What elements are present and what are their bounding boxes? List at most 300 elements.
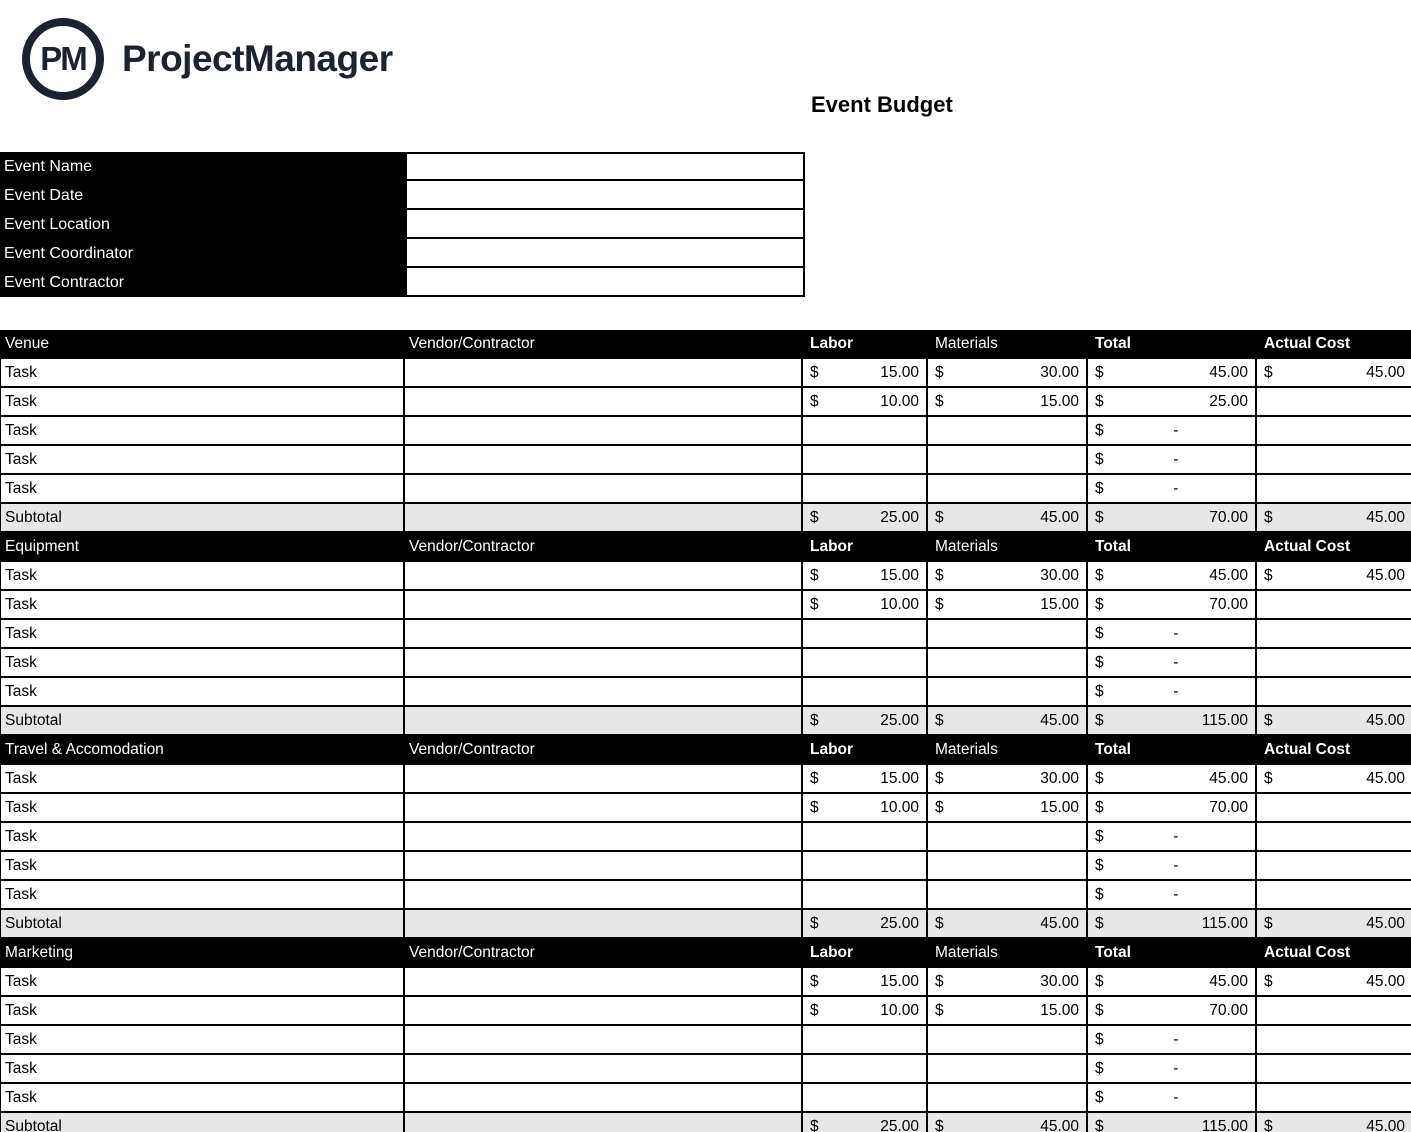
- amount-value: 45.00: [1366, 566, 1405, 584]
- vendor-cell[interactable]: [405, 620, 803, 647]
- task-name-cell[interactable]: Task: [1, 823, 405, 850]
- amount-value: -: [1173, 827, 1179, 845]
- labor-amount-cell[interactable]: [803, 1026, 928, 1053]
- task-row: [1, 1084, 1411, 1113]
- event-coordinator-input[interactable]: [405, 239, 805, 268]
- total-amount-cell[interactable]: [1088, 1026, 1257, 1053]
- labor-amount-cell[interactable]: [803, 620, 928, 647]
- currency-symbol: $: [1095, 1117, 1104, 1132]
- actual-cost-cell[interactable]: [1257, 620, 1411, 647]
- page-title: Event Budget: [811, 92, 953, 117]
- task-row: [1, 997, 1411, 1026]
- subtotal-labor-cell[interactable]: [803, 910, 928, 937]
- pm-logo-icon: [22, 18, 104, 100]
- task-name-cell[interactable]: Task: [1, 852, 405, 879]
- currency-symbol: $: [1095, 595, 1104, 613]
- total-amount-cell[interactable]: [1088, 649, 1257, 676]
- amount-value: 10.00: [880, 1001, 919, 1019]
- currency-symbol: $: [1264, 1117, 1273, 1132]
- actual-cost-column-header[interactable]: Actual Cost: [1264, 943, 1351, 961]
- amount-value: 15.00: [1040, 392, 1079, 410]
- amount-value: 15.00: [880, 972, 919, 990]
- labor-amount-cell[interactable]: [803, 475, 928, 502]
- amount-value: 45.00: [1366, 363, 1405, 381]
- amount-value: 25.00: [880, 914, 919, 932]
- actual-cost-cell[interactable]: [1257, 388, 1411, 415]
- subtotal-actual-cost-cell[interactable]: [1257, 504, 1411, 531]
- amount-value: -: [1173, 479, 1179, 497]
- actual-cost-cell[interactable]: [1257, 823, 1411, 850]
- total-amount-cell[interactable]: [1088, 620, 1257, 647]
- projectmanager-logo: [22, 18, 393, 100]
- actual-cost-cell[interactable]: [1257, 475, 1411, 502]
- labor-column-header[interactable]: Labor: [803, 939, 928, 966]
- currency-symbol: $: [1095, 479, 1104, 497]
- currency-symbol: $: [810, 363, 819, 381]
- vendor-cell[interactable]: [405, 591, 803, 618]
- total-amount-cell[interactable]: [1088, 852, 1257, 879]
- currency-symbol: $: [1264, 566, 1273, 584]
- currency-symbol: $: [1095, 914, 1104, 932]
- materials-amount-cell[interactable]: [928, 968, 1088, 995]
- labor-amount-cell[interactable]: [803, 823, 928, 850]
- amount-value: -: [1173, 1059, 1179, 1077]
- labor-amount-cell[interactable]: [803, 591, 928, 618]
- actual-cost-cell[interactable]: [1257, 765, 1411, 792]
- vendor-cell[interactable]: [405, 475, 803, 502]
- subtotal-materials-cell[interactable]: [928, 1113, 1088, 1132]
- currency-symbol: $: [1095, 1059, 1104, 1077]
- vendor-cell[interactable]: [405, 388, 803, 415]
- vendor-cell[interactable]: [405, 678, 803, 705]
- amount-value: 25.00: [880, 1117, 919, 1132]
- amount-value: 45.00: [1040, 1117, 1079, 1132]
- total-amount-cell[interactable]: [1088, 475, 1257, 502]
- total-amount-cell[interactable]: [1088, 388, 1257, 415]
- actual-cost-cell[interactable]: [1257, 968, 1411, 995]
- subtotal-actual-cost-cell[interactable]: [1257, 910, 1411, 937]
- vendor-cell[interactable]: [405, 765, 803, 792]
- task-row: [1, 968, 1411, 997]
- currency-symbol: $: [1095, 1030, 1104, 1048]
- amount-value: 45.00: [1366, 769, 1405, 787]
- materials-amount-cell[interactable]: [928, 388, 1088, 415]
- vendor-column-header[interactable]: Vendor/Contractor: [405, 736, 803, 763]
- actual-cost-cell[interactable]: [1257, 417, 1411, 444]
- labor-amount-cell[interactable]: [803, 881, 928, 908]
- amount-value: -: [1173, 885, 1179, 903]
- materials-amount-cell[interactable]: [928, 765, 1088, 792]
- currency-symbol: $: [1095, 1001, 1104, 1019]
- task-name-cell[interactable]: Task: [1, 388, 405, 415]
- task-row: [1, 620, 1411, 649]
- task-name-cell[interactable]: Task: [1, 1055, 405, 1082]
- amount-value: 45.00: [1209, 769, 1248, 787]
- materials-amount-cell[interactable]: [928, 620, 1088, 647]
- subtotal-label-cell[interactable]: Subtotal: [1, 707, 405, 734]
- materials-amount-cell[interactable]: [928, 446, 1088, 473]
- materials-amount-cell[interactable]: [928, 417, 1088, 444]
- total-amount-cell[interactable]: [1088, 823, 1257, 850]
- total-amount-cell[interactable]: [1088, 446, 1257, 473]
- amount-value: 45.00: [1366, 914, 1405, 932]
- total-amount-cell[interactable]: [1088, 794, 1257, 821]
- materials-amount-cell[interactable]: [928, 649, 1088, 676]
- subtotal-labor-cell[interactable]: [803, 504, 928, 531]
- total-amount-cell[interactable]: [1088, 591, 1257, 618]
- task-name-cell[interactable]: Task: [1, 968, 405, 995]
- task-row: [1, 794, 1411, 823]
- currency-symbol: $: [810, 566, 819, 584]
- labor-amount-cell[interactable]: [803, 649, 928, 676]
- amount-value: -: [1173, 856, 1179, 874]
- task-row: [1, 881, 1411, 910]
- amount-value: 45.00: [1209, 566, 1248, 584]
- currency-symbol: $: [810, 1001, 819, 1019]
- budget-table: [0, 330, 1411, 1132]
- event-date-label: Event Date: [0, 181, 405, 210]
- task-name-cell[interactable]: Task: [1, 678, 405, 705]
- event-contractor-label: Event Contractor: [0, 268, 405, 297]
- amount-value: 45.00: [1040, 711, 1079, 729]
- amount-value: -: [1173, 1030, 1179, 1048]
- event-name-input[interactable]: [405, 152, 805, 181]
- total-amount-cell[interactable]: [1088, 359, 1257, 386]
- materials-amount-cell[interactable]: [928, 997, 1088, 1024]
- amount-value: 15.00: [880, 363, 919, 381]
- event-contractor-input[interactable]: [405, 268, 805, 297]
- task-name-cell[interactable]: Task: [1, 649, 405, 676]
- event-location-label: Event Location: [0, 210, 405, 239]
- vendor-cell[interactable]: [405, 968, 803, 995]
- subtotal-total-cell[interactable]: [1088, 910, 1257, 937]
- amount-value: 70.00: [1209, 798, 1248, 816]
- task-row: [1, 1026, 1411, 1055]
- materials-amount-cell[interactable]: [928, 562, 1088, 589]
- event-coordinator-label: Event Coordinator: [0, 239, 405, 268]
- actual-cost-cell[interactable]: [1257, 678, 1411, 705]
- materials-column-header[interactable]: Materials: [928, 330, 1088, 357]
- task-name-cell[interactable]: Task: [1, 1026, 405, 1053]
- subtotal-vendor-cell[interactable]: [405, 910, 803, 937]
- labor-amount-cell[interactable]: [803, 794, 928, 821]
- task-row: [1, 765, 1411, 794]
- vendor-cell[interactable]: [405, 881, 803, 908]
- actual-cost-column-header[interactable]: Actual Cost: [1264, 537, 1351, 555]
- currency-symbol: $: [1264, 711, 1273, 729]
- amount-value: -: [1173, 1088, 1179, 1106]
- task-row: [1, 823, 1411, 852]
- subtotal-labor-cell[interactable]: [803, 707, 928, 734]
- amount-value: 25.00: [880, 508, 919, 526]
- labor-amount-cell[interactable]: [803, 1084, 928, 1111]
- total-amount-cell[interactable]: [1088, 417, 1257, 444]
- currency-symbol: $: [1095, 769, 1104, 787]
- currency-symbol: $: [810, 392, 819, 410]
- actual-cost-cell[interactable]: [1257, 852, 1411, 879]
- task-name-cell[interactable]: Task: [1, 997, 405, 1024]
- currency-symbol: $: [1095, 711, 1104, 729]
- pm-logo-monogram: PM: [40, 40, 86, 77]
- task-name-cell[interactable]: Task: [1, 562, 405, 589]
- actual-cost-cell[interactable]: [1257, 881, 1411, 908]
- amount-value: 45.00: [1209, 363, 1248, 381]
- amount-value: 30.00: [1040, 566, 1079, 584]
- section-name-cell[interactable]: Venue: [1, 330, 405, 357]
- total-amount-cell[interactable]: [1088, 562, 1257, 589]
- total-amount-cell[interactable]: [1088, 765, 1257, 792]
- amount-value: 45.00: [1040, 508, 1079, 526]
- vendor-cell[interactable]: [405, 823, 803, 850]
- actual-cost-column-header[interactable]: Actual Cost: [1264, 334, 1351, 352]
- labor-amount-cell[interactable]: [803, 678, 928, 705]
- total-column-header[interactable]: Total: [1088, 939, 1257, 966]
- materials-amount-cell[interactable]: [928, 794, 1088, 821]
- actual-cost-cell[interactable]: [1257, 562, 1411, 589]
- task-row: [1, 591, 1411, 620]
- currency-symbol: $: [935, 914, 944, 932]
- total-column-header[interactable]: Total: [1088, 330, 1257, 357]
- currency-symbol: $: [1095, 508, 1104, 526]
- actual-cost-column-header[interactable]: Actual Cost: [1264, 740, 1351, 758]
- task-row: [1, 649, 1411, 678]
- amount-value: 10.00: [880, 392, 919, 410]
- amount-value: 15.00: [880, 769, 919, 787]
- labor-column-header[interactable]: Labor: [803, 533, 928, 560]
- currency-symbol: $: [1095, 363, 1104, 381]
- currency-symbol: $: [1264, 508, 1273, 526]
- task-name-cell[interactable]: Task: [1, 475, 405, 502]
- labor-column-header[interactable]: Labor: [803, 330, 928, 357]
- task-name-cell[interactable]: Task: [1, 620, 405, 647]
- section-header-row: [1, 533, 1411, 562]
- subtotal-total-cell[interactable]: [1088, 1113, 1257, 1132]
- vendor-cell[interactable]: [405, 359, 803, 386]
- task-row: [1, 562, 1411, 591]
- total-column-header[interactable]: Total: [1088, 533, 1257, 560]
- currency-symbol: $: [935, 1001, 944, 1019]
- subtotal-label-cell[interactable]: Subtotal: [1, 1113, 405, 1132]
- total-amount-cell[interactable]: [1088, 678, 1257, 705]
- labor-amount-cell[interactable]: [803, 562, 928, 589]
- actual-cost-cell[interactable]: [1257, 649, 1411, 676]
- materials-amount-cell[interactable]: [928, 475, 1088, 502]
- task-row: [1, 417, 1411, 446]
- amount-value: 70.00: [1209, 595, 1248, 613]
- actual-cost-cell[interactable]: [1257, 1055, 1411, 1082]
- amount-value: 15.00: [1040, 1001, 1079, 1019]
- task-name-cell[interactable]: Task: [1, 765, 405, 792]
- amount-value: 45.00: [1209, 972, 1248, 990]
- subtotal-total-cell[interactable]: [1088, 504, 1257, 531]
- vendor-cell[interactable]: [405, 649, 803, 676]
- vendor-cell[interactable]: [405, 1026, 803, 1053]
- materials-amount-cell[interactable]: [928, 852, 1088, 879]
- currency-symbol: $: [1095, 885, 1104, 903]
- labor-amount-cell[interactable]: [803, 1055, 928, 1082]
- currency-symbol: $: [1095, 856, 1104, 874]
- subtotal-vendor-cell[interactable]: [405, 504, 803, 531]
- total-amount-cell[interactable]: [1088, 881, 1257, 908]
- materials-amount-cell[interactable]: [928, 1084, 1088, 1111]
- total-amount-cell[interactable]: [1088, 997, 1257, 1024]
- event-info-row: [0, 210, 805, 239]
- brand-name: ProjectManager: [122, 38, 393, 79]
- currency-symbol: $: [935, 595, 944, 613]
- labor-amount-cell[interactable]: [803, 852, 928, 879]
- subtotal-materials-cell[interactable]: [928, 910, 1088, 937]
- subtotal-row: [1, 910, 1411, 939]
- vendor-cell[interactable]: [405, 417, 803, 444]
- vendor-cell[interactable]: [405, 1084, 803, 1111]
- amount-value: 70.00: [1209, 1001, 1248, 1019]
- currency-symbol: $: [1095, 1088, 1104, 1106]
- actual-cost-cell[interactable]: [1257, 359, 1411, 386]
- event-info-block: [0, 152, 805, 297]
- event-date-input[interactable]: [405, 181, 805, 210]
- currency-symbol: $: [1095, 682, 1104, 700]
- total-amount-cell[interactable]: [1088, 1084, 1257, 1111]
- vendor-cell[interactable]: [405, 997, 803, 1024]
- actual-cost-cell[interactable]: [1257, 1026, 1411, 1053]
- vendor-cell[interactable]: [405, 794, 803, 821]
- event-location-input[interactable]: [405, 210, 805, 239]
- total-column-header[interactable]: Total: [1088, 736, 1257, 763]
- materials-amount-cell[interactable]: [928, 881, 1088, 908]
- vendor-column-header[interactable]: Vendor/Contractor: [405, 939, 803, 966]
- currency-symbol: $: [1095, 972, 1104, 990]
- labor-column-header[interactable]: Labor: [803, 736, 928, 763]
- amount-value: 45.00: [1366, 972, 1405, 990]
- task-name-cell[interactable]: Task: [1, 794, 405, 821]
- vendor-cell[interactable]: [405, 446, 803, 473]
- currency-symbol: $: [810, 1117, 819, 1132]
- labor-amount-cell[interactable]: [803, 417, 928, 444]
- subtotal-materials-cell[interactable]: [928, 707, 1088, 734]
- task-name-cell[interactable]: Task: [1, 881, 405, 908]
- amount-value: -: [1173, 421, 1179, 439]
- section-name-cell[interactable]: Equipment: [1, 533, 405, 560]
- task-name-cell[interactable]: Task: [1, 591, 405, 618]
- amount-value: -: [1173, 682, 1179, 700]
- currency-symbol: $: [810, 508, 819, 526]
- task-name-cell[interactable]: Task: [1, 417, 405, 444]
- amount-value: 45.00: [1366, 508, 1405, 526]
- task-row: [1, 852, 1411, 881]
- task-row: [1, 388, 1411, 417]
- amount-value: -: [1173, 450, 1179, 468]
- actual-cost-cell[interactable]: [1257, 1084, 1411, 1111]
- currency-symbol: $: [810, 914, 819, 932]
- actual-cost-cell[interactable]: [1257, 794, 1411, 821]
- task-name-cell[interactable]: Task: [1, 1084, 405, 1111]
- labor-amount-cell[interactable]: [803, 359, 928, 386]
- currency-symbol: $: [935, 566, 944, 584]
- labor-amount-cell[interactable]: [803, 388, 928, 415]
- subtotal-materials-cell[interactable]: [928, 504, 1088, 531]
- actual-cost-cell[interactable]: [1257, 997, 1411, 1024]
- currency-symbol: $: [935, 711, 944, 729]
- currency-symbol: $: [935, 392, 944, 410]
- materials-amount-cell[interactable]: [928, 823, 1088, 850]
- task-row: [1, 359, 1411, 388]
- currency-symbol: $: [1095, 421, 1104, 439]
- materials-amount-cell[interactable]: [928, 1026, 1088, 1053]
- currency-symbol: $: [810, 798, 819, 816]
- currency-symbol: $: [810, 769, 819, 787]
- currency-symbol: $: [935, 1117, 944, 1132]
- total-amount-cell[interactable]: [1088, 968, 1257, 995]
- currency-symbol: $: [1264, 363, 1273, 381]
- labor-amount-cell[interactable]: [803, 765, 928, 792]
- subtotal-vendor-cell[interactable]: [405, 1113, 803, 1132]
- amount-value: 25.00: [1209, 392, 1248, 410]
- subtotal-label-cell[interactable]: Subtotal: [1, 910, 405, 937]
- section-name-cell[interactable]: Marketing: [1, 939, 405, 966]
- amount-value: 115.00: [1201, 1117, 1248, 1132]
- materials-column-header[interactable]: Materials: [928, 939, 1088, 966]
- subtotal-row: [1, 707, 1411, 736]
- vendor-column-header[interactable]: Vendor/Contractor: [405, 533, 803, 560]
- materials-amount-cell[interactable]: [928, 591, 1088, 618]
- materials-amount-cell[interactable]: [928, 678, 1088, 705]
- currency-symbol: $: [810, 972, 819, 990]
- event-info-row: [0, 181, 805, 210]
- materials-column-header[interactable]: Materials: [928, 736, 1088, 763]
- subtotal-row: [1, 1113, 1411, 1132]
- subtotal-label-cell[interactable]: Subtotal: [1, 504, 405, 531]
- subtotal-total-cell[interactable]: [1088, 707, 1257, 734]
- currency-symbol: $: [1095, 798, 1104, 816]
- amount-value: 115.00: [1201, 711, 1248, 729]
- currency-symbol: $: [1095, 827, 1104, 845]
- materials-column-header[interactable]: Materials: [928, 533, 1088, 560]
- task-name-cell[interactable]: Task: [1, 446, 405, 473]
- vendor-column-header[interactable]: Vendor/Contractor: [405, 330, 803, 357]
- section-name-cell[interactable]: Travel & Accomodation: [1, 736, 405, 763]
- task-row: [1, 678, 1411, 707]
- vendor-cell[interactable]: [405, 1055, 803, 1082]
- labor-amount-cell[interactable]: [803, 968, 928, 995]
- actual-cost-cell[interactable]: [1257, 446, 1411, 473]
- total-amount-cell[interactable]: [1088, 1055, 1257, 1082]
- actual-cost-cell[interactable]: [1257, 591, 1411, 618]
- labor-amount-cell[interactable]: [803, 446, 928, 473]
- amount-value: 15.00: [880, 566, 919, 584]
- currency-symbol: $: [1095, 653, 1104, 671]
- currency-symbol: $: [1095, 392, 1104, 410]
- currency-symbol: $: [935, 363, 944, 381]
- currency-symbol: $: [935, 972, 944, 990]
- materials-amount-cell[interactable]: [928, 359, 1088, 386]
- subtotal-actual-cost-cell[interactable]: [1257, 707, 1411, 734]
- vendor-cell[interactable]: [405, 852, 803, 879]
- section-header-row: [1, 330, 1411, 359]
- materials-amount-cell[interactable]: [928, 1055, 1088, 1082]
- currency-symbol: $: [810, 711, 819, 729]
- subtotal-vendor-cell[interactable]: [405, 707, 803, 734]
- amount-value: 15.00: [1040, 798, 1079, 816]
- amount-value: 10.00: [880, 798, 919, 816]
- task-name-cell[interactable]: Task: [1, 359, 405, 386]
- amount-value: -: [1173, 653, 1179, 671]
- amount-value: 45.00: [1366, 1117, 1405, 1132]
- subtotal-labor-cell[interactable]: [803, 1113, 928, 1132]
- currency-symbol: $: [935, 769, 944, 787]
- vendor-cell[interactable]: [405, 562, 803, 589]
- labor-amount-cell[interactable]: [803, 997, 928, 1024]
- subtotal-actual-cost-cell[interactable]: [1257, 1113, 1411, 1132]
